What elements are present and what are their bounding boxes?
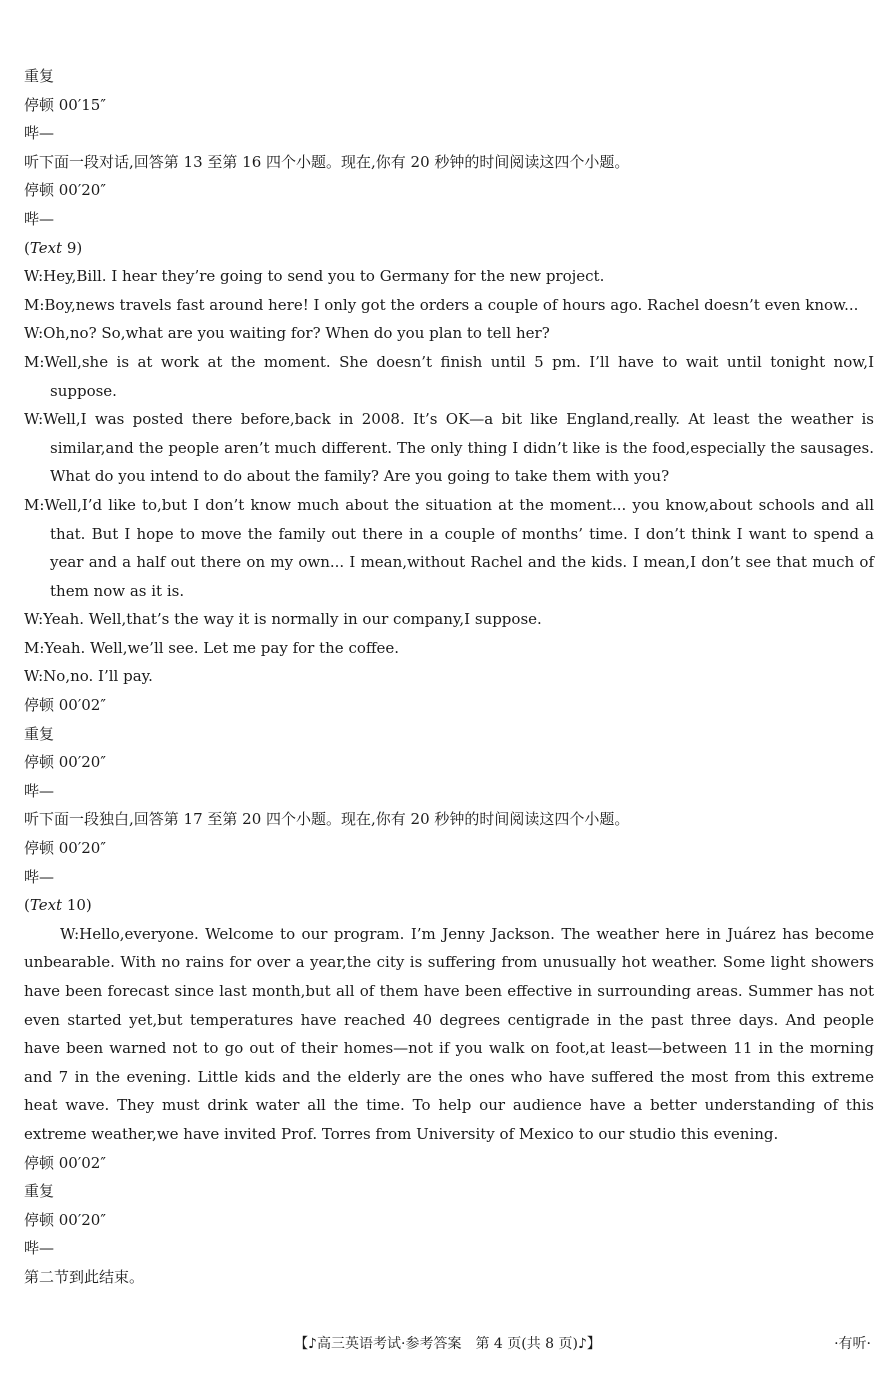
footer-page-info: 【♪高三英语考试·参考答案 第 4 页(共 8 页)♪】 xyxy=(294,1336,601,1352)
instruction-line: 重复 xyxy=(24,724,55,743)
dialogue-line: M:Well,she is at work at the moment. She doesn’t finish until 5 pm. I’ll have to wait until tonight now,I suppose. xyxy=(24,352,874,400)
document-page xyxy=(24,62,874,1292)
instruction-line: 停顿 00′20″ xyxy=(24,753,106,772)
instruction-line: 重复 xyxy=(24,67,55,85)
heading-num: 9) xyxy=(62,238,83,257)
dialogue-line: W:Yeah. Well,that’s the way it is normally in our company,I suppose. xyxy=(24,610,542,629)
instruction-line: 哔— xyxy=(24,124,55,143)
section-end-line: 第二节到此结束。 xyxy=(24,1267,145,1286)
heading-label: Text xyxy=(29,238,63,257)
instruction-line: 停顿 00′02″ xyxy=(24,696,106,715)
dialogue-line: W:No,no. I’ll pay. xyxy=(24,667,153,686)
text-10-heading xyxy=(24,891,874,920)
dialogue-line: M:Yeah. Well,we’ll see. Let me pay for the coffee. xyxy=(24,638,400,657)
footer-brand: ·有听· xyxy=(834,1336,871,1352)
heading-open: ( xyxy=(24,238,30,257)
instruction-line: 停顿 00′20″ xyxy=(24,839,106,858)
instruction-line: 停顿 00′15″ xyxy=(24,95,106,114)
instruction-line: 听下面一段对话,回答第 13 至第 16 四个小题。现在,你有 20 秒钟的时间阅读这四个小题。 xyxy=(24,152,630,171)
instruction-line: 哔— xyxy=(24,209,55,228)
dialogue-line: W:Well,I was posted there before,back in 2008. It’s OK—a bit like England,really. At least the weather is similar,and the people aren’t much different. The only thing I didn’t like is the food,especially the sausages. What do you intend to do about the family? Are you going to take them with you? xyxy=(24,410,874,486)
heading-num: 10) xyxy=(62,896,92,915)
instruction-line: 哔— xyxy=(24,1239,55,1258)
instruction-line: 哔— xyxy=(24,867,55,886)
dialogue-line: M:Well,I’d like to,but I don’t know much about the situation at the moment... you know,about schools and all that. But I hope to move the family out there in a couple of months’ time. I don’t think I want to spend a year and a half out there on my own... I mean,without Rachel and the kids. I mean,I don’t see that much of them now as it is. xyxy=(24,495,874,600)
instruction-line: 停顿 00′02″ xyxy=(24,1153,106,1172)
monologue-paragraph: W:Hello,everyone. Welcome to our program. I’m Jenny Jackson. The weather here in Juárez has become unbearable. With no rains for over a year,the city is suffering from unusually hot weather. Some light showers have been forecast since last month,but all of them have been effective in surrounding areas. Summer has not even started yet,but temperatures have reached 40 degrees centigrade in the past three days. And people have been warned not to go out of their homes—not if you walk on foot,at least—between 11 in the morning and 7 in the evening. Little kids and the elderly are the ones who have suffered the most from this extreme heat wave. They must drink water all the time. To help our audience have a better understanding of this extreme weather,we have invited Prof. Torres from University of Mexico to our studio this evening. xyxy=(24,924,874,1143)
instruction-line: 哔— xyxy=(24,781,55,800)
instruction-line: 重复 xyxy=(24,1182,55,1201)
instruction-line: 停顿 00′20″ xyxy=(24,181,106,200)
dialogue-line: M:Boy,news travels fast around here! I only got the orders a couple of hours ago. Rachel doesn’t even know... xyxy=(24,295,859,314)
heading-label: Text xyxy=(29,896,63,915)
instruction-line: 听下面一段独白,回答第 17 至第 20 四个小题。现在,你有 20 秒钟的时间阅读这四个小题。 xyxy=(24,810,630,829)
text-9-heading xyxy=(24,234,874,263)
dialogue-line: W:Oh,no? So,what are you waiting for? When do you plan to tell her? xyxy=(24,324,550,343)
heading-open: ( xyxy=(24,896,30,915)
dialogue-line: W:Hey,Bill. I hear they’re going to send you to Germany for the new project. xyxy=(24,267,605,286)
instruction-line: 停顿 00′20″ xyxy=(24,1210,106,1229)
